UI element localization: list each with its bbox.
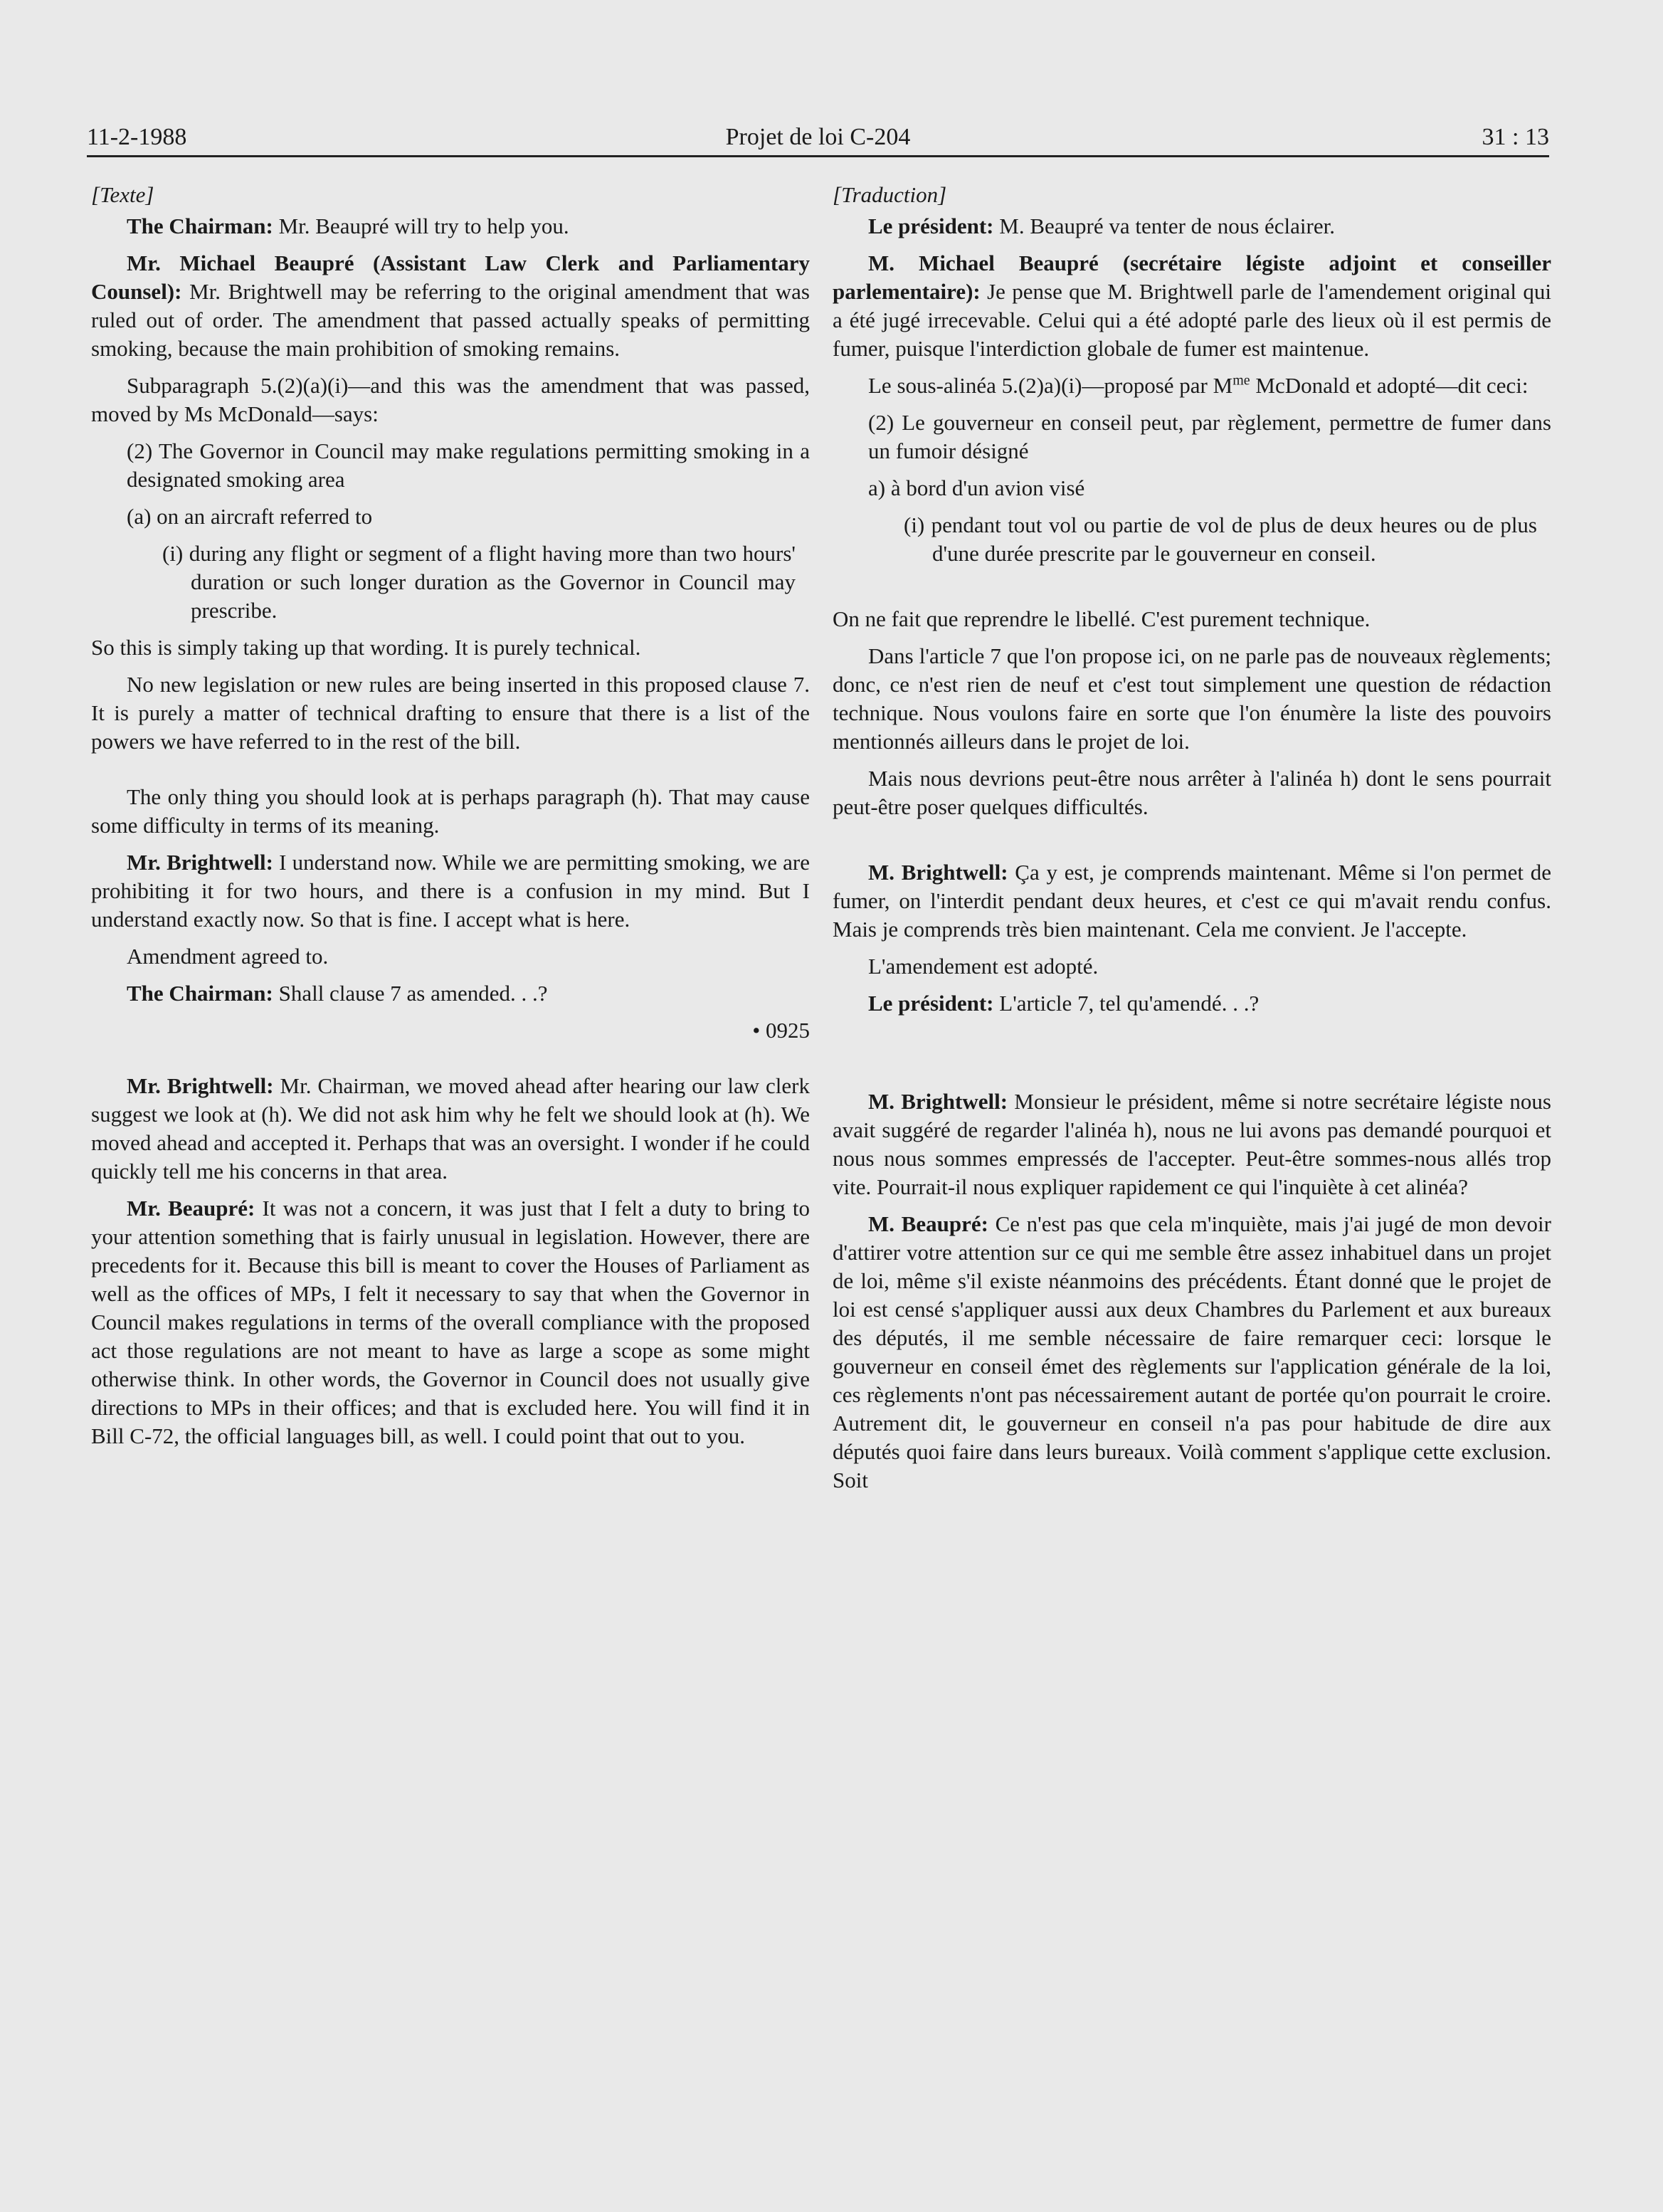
speaker-name: M. Beaupré:: [868, 1211, 988, 1236]
paragraph: M. Brightwell: Monsieur le président, même si notre secrétaire légiste nous avait suggéré de regarder l'alinéa h), nous ne lui avons pas demandé pourquoi et nous nous sommes empressés de l'accepter. Peut-être sommes-nous allés trop vite. Pourrait-il nous expliquer rapidement ce qui l'inquiète à cet alinéa?: [833, 1089, 1551, 1199]
quoted-text: (a) on an aircraft referred to: [127, 504, 373, 529]
paragraph: Le sous-alinéa 5.(2)a)(i)—proposé par $M^{me}$ McDonald et adopté—dit ceci:: [868, 372, 1529, 398]
paragraph: On ne fait que reprendre le libellé. C'est purement technique.: [833, 606, 1371, 631]
speaker-name: Le président:: [868, 991, 994, 1016]
paragraph: Mais nous devrions peut-être nous arrêter à l'alinéa h) dont le sens pourrait peut-être poser quelques difficultés.: [833, 766, 1551, 819]
speaker-name: Mr. Brightwell:: [127, 1073, 274, 1098]
text-tag: [Traduction]: [833, 182, 947, 207]
paragraph: The Chairman: Shall clause 7 as amended. . .?: [127, 981, 548, 1006]
paragraph: Le président: M. Beaupré va tenter de nous éclairer.: [868, 214, 1335, 238]
english-column: [91, 181, 810, 1459]
speaker-name: Mr. Beaupré:: [127, 1196, 255, 1221]
speaker-name: Le président:: [868, 214, 994, 238]
paragraph: The only thing you should look at is perhaps paragraph (h). That may cause some difficulty in terms of its meaning.: [91, 784, 810, 838]
speaker-name: M. Brightwell:: [868, 860, 1008, 885]
quoted-text: (2) Le gouverneur en conseil peut, par règlement, permettre de fumer dans un fumoir désigné: [868, 410, 1551, 463]
paragraph: The Chairman: Mr. Beaupré will try to help you.: [127, 214, 569, 238]
paragraph: Mr. Brightwell: I understand now. While we are permitting smoking, we are prohibiting it for two hours, and there is a confusion in my mind. But I understand exactly now. So that is fine. I accept what is here.: [91, 850, 811, 932]
speaker-name: Mr. Brightwell:: [127, 850, 273, 875]
paragraph: Mr. Brightwell: Mr. Chairman, we moved ahead after hearing our law clerk suggest we look at (h). We did not ask him why he felt we should look at (h). We moved ahead and accepted it. Perhaps that was an oversight. I wonder if he could quickly tell me his concerns in that area.: [91, 1073, 810, 1184]
paragraph: M. Michael Beaupré (secrétaire légiste adjoint et conseiller parlementaire): Je pense que M. Brightwell parle de l'amendement original qui a été jugé irrecevable. Celui qui a été adopté parle des lieux où il est permis de fumer, puisque l'interdiction globale de fumer est maintenue.: [833, 251, 1551, 361]
paragraph: M. Brightwell: Ça y est, je comprends maintenant. Même si l'on permet de fumer, on l'interdit pendant deux heures, et c'est ce qui m'avait rendu confus. Mais je comprends très bien maintenant. Cela me convient. Je l'accepte.: [833, 860, 1552, 942]
quoted-text: (2) The Governor in Council may make regulations permitting smoking in a designated smoking area: [127, 438, 810, 492]
paragraph: Amendment agreed to.: [127, 944, 329, 969]
text-tag: [Texte]: [91, 182, 154, 207]
header-title: Projet de loi C-204: [725, 124, 911, 150]
quoted-text: a) à bord d'un avion visé: [868, 475, 1085, 500]
page-header: [87, 122, 1549, 157]
quoted-text: (i) during any flight or segment of a flight having more than two hours' duration or such longer duration as the Governor in Council may prescribe.: [162, 541, 796, 623]
paragraph: M. Beaupré: Ce n'est pas que cela m'inquiète, mais j'ai jugé de mon devoir d'attirer votre attention sur ce qui me semble être assez inhabituel dans un projet de loi, même s'il existe néanmoins des précédents. Étant donné que le projet de loi est censé s'appliquer aussi aux deux Chambres du Parlement et aux bureaux des députés, il me semble nécessaire de faire remarquer ceci: lorsque le gouverneur en conseil émet des règlements sur l'application générale de la loi, ces règlements n'ont pas nécessairement autant de portée qu'on pourrait le croire. Autrement dit, le gouverneur en conseil n'a pas pour habitude de dire aux députés quoi faire dans leurs bureaux. Voilà comment s'applique cette exclusion. Soit: [833, 1211, 1551, 1492]
quoted-text: (i) pendant tout vol ou partie de vol de plus de deux heures ou de plus d'une durée prescrite par le gouverneur en conseil.: [904, 512, 1537, 566]
paragraph: Le président: L'article 7, tel qu'amendé. . .?: [868, 991, 1260, 1016]
paragraph: Subparagraph 5.(2)(a)(i)—and this was the amendment that was passed, moved by Ms McDonald—says:: [91, 373, 810, 426]
paragraph: No new legislation or new rules are being inserted in this proposed clause 7. It is purely a matter of technical drafting to ensure that there is a list of the powers we have referred to in the rest of the bill.: [91, 672, 810, 754]
header-page-number: 31 : 13: [1482, 124, 1549, 150]
paragraph: Mr. Beaupré: It was not a concern, it was just that I felt a duty to bring to your attention something that is fairly unusual in legislation. However, there are precedents for it. Because this bill is meant to cover the Houses of Parliament as well as the offices of MPs, I felt it necessary to say that when the Governor in Council makes regulations in terms of the overall compliance with the proposed act those regulations are not meant to have as large a scope as some might otherwise think. In other words, the Governor in Council does not usually give directions to MPs in their offices; and that is excluded here. You will find it in Bill C-72, the official languages bill, as well. I could point that out to you.: [91, 1196, 811, 1448]
time-stamp: • 0925: [752, 1018, 810, 1043]
speaker-name: M. Brightwell:: [868, 1089, 1008, 1114]
paragraph: Mr. Michael Beaupré (Assistant Law Clerk and Parliamentary Counsel): Mr. Brightwell may be referring to the original amendment that was ruled out of order. The amendment that passed actually speaks of permitting smoking, because the main prohibition of smoking remains.: [91, 251, 810, 361]
header-date: 11-2-1988: [87, 124, 187, 150]
paragraph: Dans l'article 7 que l'on propose ici, on ne parle pas de nouveaux règlements; donc, ce n'est rien de neuf et c'est tout simplement une question de rédaction technique. Nous voulons faire en sorte que l'on énumère la liste des pouvoirs mentionnés ailleurs dans le projet de loi.: [833, 643, 1551, 754]
speaker-name: M. Michael Beaupré (secrétaire légiste adjoint et conseiller parlementaire):: [833, 251, 1551, 304]
french-column: [833, 181, 1551, 1503]
speaker-name: Mr. Michael Beaupré (Assistant Law Clerk and Parliamentary Counsel):: [91, 251, 810, 304]
paragraph: L'amendement est adopté.: [868, 954, 1099, 979]
speaker-name: The Chairman:: [127, 981, 273, 1006]
paragraph: So this is simply taking up that wording. It is purely technical.: [91, 635, 641, 660]
speaker-name: The Chairman:: [127, 214, 273, 238]
